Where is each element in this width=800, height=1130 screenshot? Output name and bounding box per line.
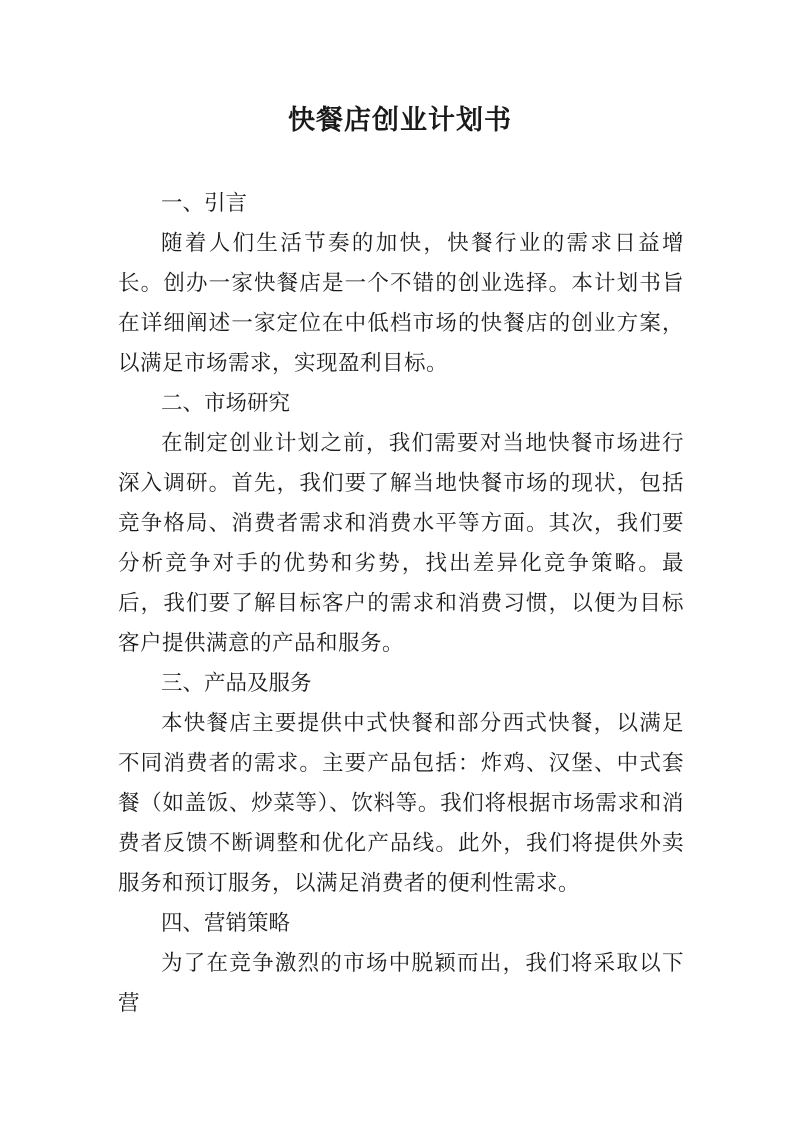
section-paragraph-products-services: 本快餐店主要提供中式快餐和部分西式快餐，以满足不同消费者的需求。主要产品包括：炸鸡、汉堡、中式套餐（如盖饭、炒菜等）、饮料等。我们将根据市场需求和消费者反馈不断调整和优化产品线。此外，我们将提供外卖服务和预订服务，以满足消费者的便利性需求。: [118, 711, 684, 896]
document-title: 快餐店创业计划书: [288, 105, 512, 136]
section-paragraph-market-research: 在制定创业计划之前，我们需要对当地快餐市场进行深入调研。首先，我们要了解当地快餐市场的现状，包括竞争格局、消费者需求和消费水平等方面。其次，我们要分析竞争对手的优势和劣势，找出差异化竞争策略。最后，我们要了解目标客户的需求和消费习惯，以便为目标客户提供满意的产品和服务。: [118, 431, 684, 656]
section-heading-products-services: 三、产品及服务: [161, 671, 312, 696]
document-body: [118, 184, 684, 1024]
section-paragraph-marketing-strategy: 为了在竞争激烈的市场中脱颖而出，我们将采取以下营: [118, 951, 684, 1016]
section-paragraph-introduction: 随着人们生活节奏的加快，快餐行业的需求日益增长。创办一家快餐店是一个不错的创业选择。本计划书旨在详细阐述一家定位在中低档市场的快餐店的创业方案，以满足市场需求，实现盈利目标。: [118, 231, 684, 376]
section-heading-marketing-strategy: 四、营销策略: [161, 911, 291, 936]
section-heading-market-research: 二、市场研究: [161, 391, 291, 416]
section-heading-introduction: 一、引言: [161, 191, 248, 216]
